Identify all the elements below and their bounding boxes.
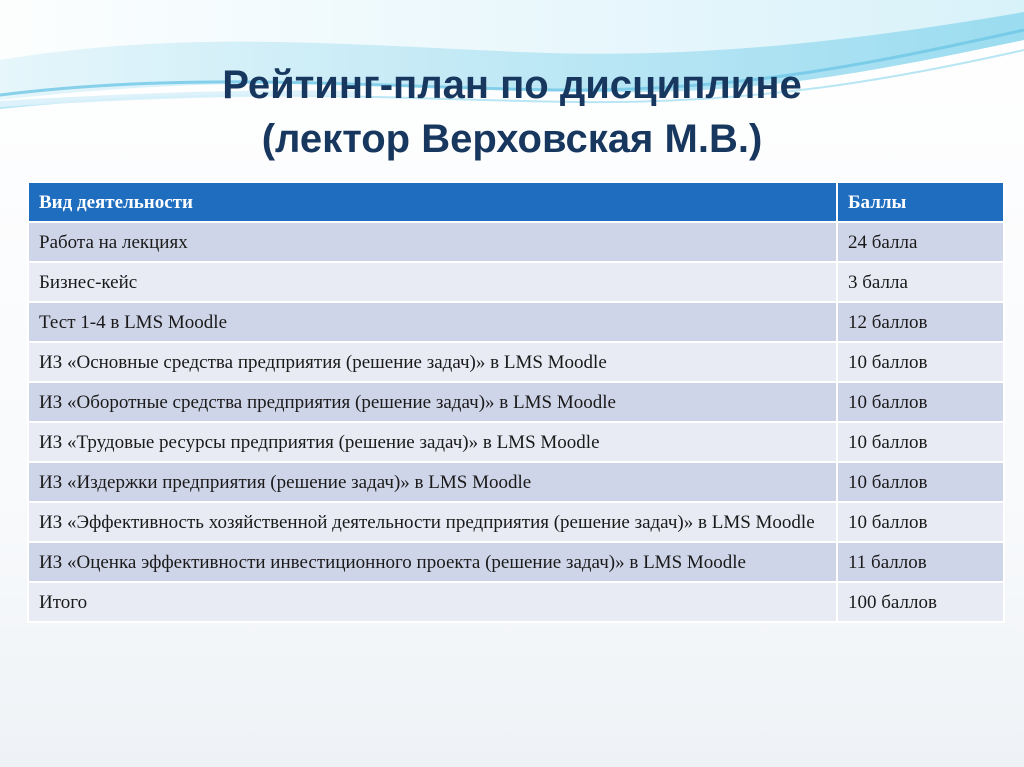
points-cell: 3 балла [837, 262, 1004, 302]
table-row-total [28, 582, 1004, 622]
header-activity: Вид деятельности [28, 182, 837, 222]
total-points-cell: 100 баллов [837, 582, 1004, 622]
activity-cell: ИЗ «Трудовые ресурсы предприятия (решение задач)» в LMS Moodle [28, 422, 837, 462]
table-row [28, 302, 1004, 342]
table-row [28, 502, 1004, 542]
table-header-row [28, 182, 1004, 222]
activity-cell: Работа на лекциях [28, 222, 837, 262]
activity-cell: ИЗ «Эффективность хозяйственной деятельности предприятия (решение задач)» в LMS Moodle [28, 502, 837, 542]
activity-cell: Тест 1-4 в LMS Moodle [28, 302, 837, 342]
table-row [28, 222, 1004, 262]
points-cell: 24 балла [837, 222, 1004, 262]
points-cell: 10 баллов [837, 342, 1004, 382]
activity-cell: ИЗ «Основные средства предприятия (решение задач)» в LMS Moodle [28, 342, 837, 382]
points-cell: 10 баллов [837, 502, 1004, 542]
table-row [28, 342, 1004, 382]
page-title [0, 58, 1024, 166]
activity-cell: Бизнес-кейс [28, 262, 837, 302]
title-line-2: (лектор Верховская М.В.) [261, 117, 763, 161]
table-row [28, 422, 1004, 462]
activity-cell: ИЗ «Оборотные средства предприятия (решение задач)» в LMS Moodle [28, 382, 837, 422]
points-cell: 10 баллов [837, 382, 1004, 422]
points-cell: 10 баллов [837, 422, 1004, 462]
rating-plan-table [27, 181, 1005, 623]
points-cell: 12 баллов [837, 302, 1004, 342]
activity-cell: ИЗ «Оценка эффективности инвестиционного проекта (решение задач)» в LMS Moodle [28, 542, 837, 582]
table-row [28, 542, 1004, 582]
header-points: Баллы [837, 182, 1004, 222]
points-cell: 10 баллов [837, 462, 1004, 502]
table-row [28, 382, 1004, 422]
table-row [28, 262, 1004, 302]
table-row [28, 462, 1004, 502]
title-line-1: Рейтинг-план по дисциплине [222, 63, 802, 107]
total-label-cell: Итого [28, 582, 837, 622]
points-cell: 11 баллов [837, 542, 1004, 582]
activity-cell: ИЗ «Издержки предприятия (решение задач)» в LMS Moodle [28, 462, 837, 502]
